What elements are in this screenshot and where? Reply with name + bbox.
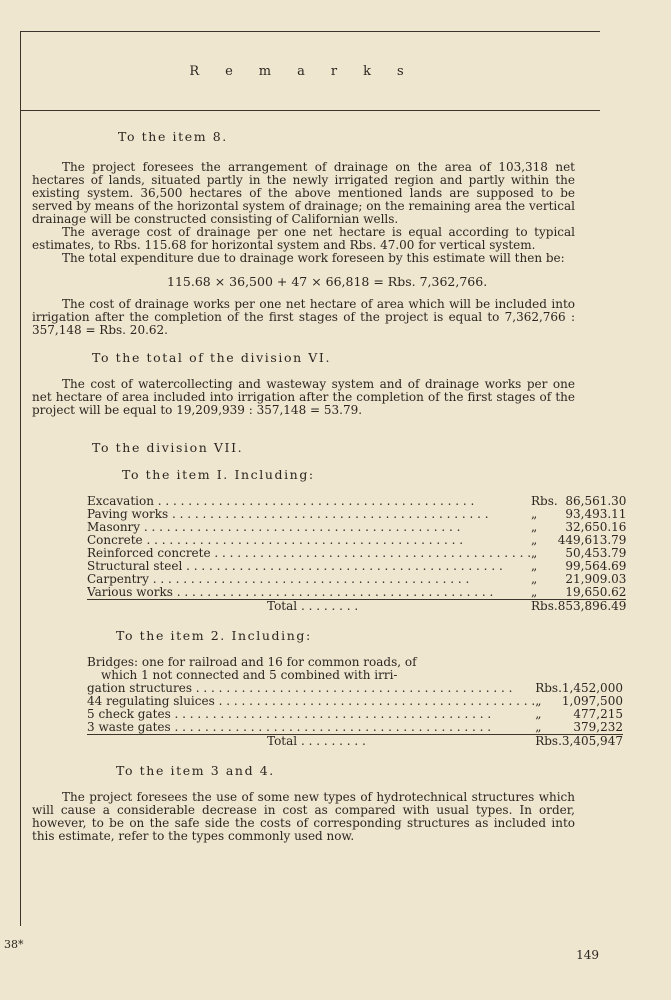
item2-total-value: 3,405,947	[561, 734, 623, 748]
item1-label: Reinforced concrete	[87, 547, 211, 560]
item1-unit: „	[531, 546, 538, 560]
item1-value: 449,613.79	[557, 533, 627, 547]
item1-row	[87, 547, 626, 560]
item1-total-row: Total . . . . . . . . Rbs. 853,896.49	[87, 600, 626, 614]
item1-value: 32,650.16	[565, 520, 627, 534]
content	[32, 129, 627, 843]
item1-unit: „	[531, 520, 538, 534]
top-rule	[20, 31, 600, 32]
item8-paragraph-3: The total expenditure due to drainage work foreseen by this estimate will then be:	[62, 251, 565, 265]
item1-row	[87, 495, 626, 508]
item2-label: gation structures	[87, 682, 192, 695]
item2-total-row: Total . . . . . . . . . Rbs. 3,405,947	[87, 735, 623, 749]
bridges-text	[87, 656, 575, 682]
division6-paragraph: The cost of watercollecting and wasteway system and of drainage works per one net hectare of area included into irrigation after the completion of the first stages of the project will be equal to 19,209,939 : 357,148 = 53.79.	[32, 377, 575, 417]
item1-label: Masonry	[87, 521, 141, 534]
item1-row	[87, 521, 626, 534]
item1-label: Paving works	[87, 508, 169, 521]
item1-value: 50,453.79	[565, 546, 627, 560]
signature-mark: 38*	[4, 938, 24, 951]
item1-row	[87, 534, 626, 547]
item8-heading: To the item 8.	[118, 129, 228, 144]
item1-value: 86,561.30	[565, 494, 627, 508]
bridges-line-1: Bridges: one for railroad and 16 for common roads, of	[87, 655, 417, 669]
item2-value: 1,097,500	[561, 694, 623, 708]
item1-unit: „	[531, 507, 538, 521]
item1-heading: To the item I. Including:	[122, 467, 315, 482]
item2-row	[87, 721, 623, 735]
item1-label: Structural steel	[87, 560, 183, 573]
item2-unit: Rbs.	[535, 681, 562, 695]
item2-value: 1,452,000	[561, 681, 623, 695]
item1-label: Excavation	[87, 495, 154, 508]
division7-heading: To the division VII.	[92, 440, 244, 455]
drainage-formula: 115.68 × 36,500 + 47 × 66,818 = Rbs. 7,362,766.	[167, 274, 488, 289]
item34-heading: To the item 3 and 4.	[116, 763, 275, 778]
item1-table	[87, 495, 626, 613]
page-number: 149	[576, 948, 599, 962]
item2-label: 3 waste gates	[87, 721, 171, 734]
remarks-title: Remarks	[189, 64, 430, 79]
item2-table	[87, 682, 623, 748]
item2-label: 44 regulating sluices	[87, 695, 215, 708]
item2-total-label: Total	[267, 734, 298, 748]
item1-unit: Rbs.	[531, 494, 558, 508]
item1-label: Concrete	[87, 534, 143, 547]
item2-value: 379,232	[573, 720, 623, 734]
item2-row	[87, 708, 623, 721]
item2-unit: „	[535, 707, 542, 721]
item8-paragraph-1: The project foresees the arrangement of drainage on the area of 103,318 net hectares of lands, situated partly in the newly irrigated region and partly within the existing system. 36,500 hectares of the above mentioned lands are supposed to be served by means of the horizontal system of drainage; on the remaining area the vertical drainage will be constructed consisting of Californian wells.	[32, 160, 575, 226]
item2-value: 477,215	[573, 707, 623, 721]
item2-unit: „	[535, 720, 542, 734]
item1-value: 21,909.03	[565, 572, 627, 586]
item34-paragraph: The project foresees the use of some new types of hydrotechnical structures which will cause a considerable decrease in cost as compared with usual types. In order, however, to be on the safe side the costs of corresponding structures as included into this estimate, refer to the types commonly used now.	[32, 790, 575, 843]
item1-label: Various works	[87, 586, 173, 599]
item1-total-unit: Rbs.	[531, 599, 558, 613]
item1-unit: „	[531, 572, 538, 586]
bridges-line-2: which 1 not connected and 5 combined with irri-	[101, 668, 398, 682]
header-rule	[20, 110, 600, 111]
item2-label: 5 check gates	[87, 708, 171, 721]
item1-value: 93,493.11	[565, 507, 627, 521]
item2-row	[87, 682, 623, 695]
item8-paragraph-2: The average cost of drainage per one net hectare is equal according to typical estimates, to Rbs. 115.68 for horizontal system and Rbs. 47.00 for vertical system.	[32, 225, 575, 252]
item1-row	[87, 586, 626, 600]
item1-total-label: Total	[267, 599, 298, 613]
item1-row	[87, 508, 626, 521]
item1-row	[87, 560, 626, 573]
item1-label: Carpentry	[87, 573, 149, 586]
item2-unit: „	[535, 694, 542, 708]
division6-heading: To the total of the division VI.	[92, 350, 332, 365]
item1-total-value: 853,896.49	[557, 599, 627, 613]
item8-paragraph-4: The cost of drainage works per one net hectare of area which will be included into irrigation after the completion of the first stages of the project is equal to 7,362,766 : 357,148 = Rbs. 20.62.	[32, 297, 575, 337]
item1-row	[87, 573, 626, 586]
item2-total-unit: Rbs.	[535, 734, 562, 748]
item1-unit: „	[531, 559, 538, 573]
item1-value: 99,564.69	[565, 559, 627, 573]
item1-unit: „	[531, 585, 538, 599]
item1-value: 19,650.62	[565, 585, 627, 599]
item1-unit: „	[531, 533, 538, 547]
item2-row	[87, 695, 623, 708]
item2-heading: To the item 2. Including:	[116, 628, 312, 643]
left-rule	[20, 31, 21, 926]
